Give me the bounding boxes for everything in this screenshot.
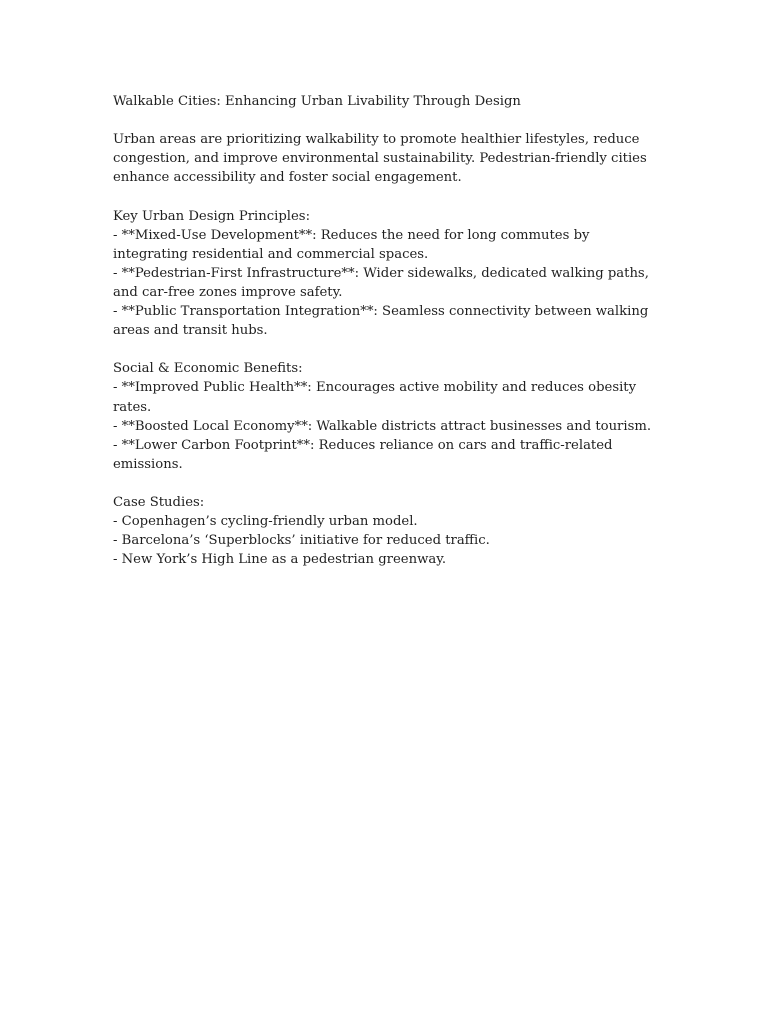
list-item: - New York’s High Line as a pedestrian greenway. bbox=[113, 552, 447, 568]
case-studies-heading: Case Studies: bbox=[113, 494, 205, 510]
benefits-heading: Social & Economic Benefits: bbox=[113, 361, 303, 377]
list-item: - **Public Transportation Integration**: Seamless connectivity between walking areas and transit hubs. bbox=[113, 304, 649, 339]
list-item: - **Lower Carbon Footprint**: Reduces reliance on cars and traffic-related emissions. bbox=[113, 437, 613, 472]
intro-paragraph: Urban areas are prioritizing walkability to promote healthier lifestyles, reduce congestion, and improve environmental sustainability. Pedestrian-friendly cities enhance accessibility and foster social engagement. bbox=[113, 132, 647, 186]
list-item: - **Improved Public Health**: Encourages active mobility and reduces obesity rates. bbox=[113, 380, 637, 415]
list-item: - **Boosted Local Economy**: Walkable districts attract businesses and tourism. bbox=[113, 418, 652, 434]
document-title: Walkable Cities: Enhancing Urban Livability Through Design bbox=[113, 94, 521, 109]
case-studies-section bbox=[113, 493, 653, 569]
principles-section bbox=[113, 207, 653, 341]
principles-heading: Key Urban Design Principles: bbox=[113, 208, 311, 224]
benefits-section bbox=[113, 359, 653, 474]
list-item: - Copenhagen’s cycling-friendly urban model. bbox=[113, 514, 418, 530]
document-body bbox=[113, 92, 653, 569]
list-item: - **Mixed-Use Development**: Reduces the need for long commutes by integrating residential and commercial spaces. bbox=[113, 227, 590, 262]
list-item: - Barcelona’s ‘Superblocks’ initiative for reduced traffic. bbox=[113, 533, 490, 549]
list-item: - **Pedestrian-First Infrastructure**: Wider sidewalks, dedicated walking paths, and car-free zones improve safety. bbox=[113, 265, 649, 300]
